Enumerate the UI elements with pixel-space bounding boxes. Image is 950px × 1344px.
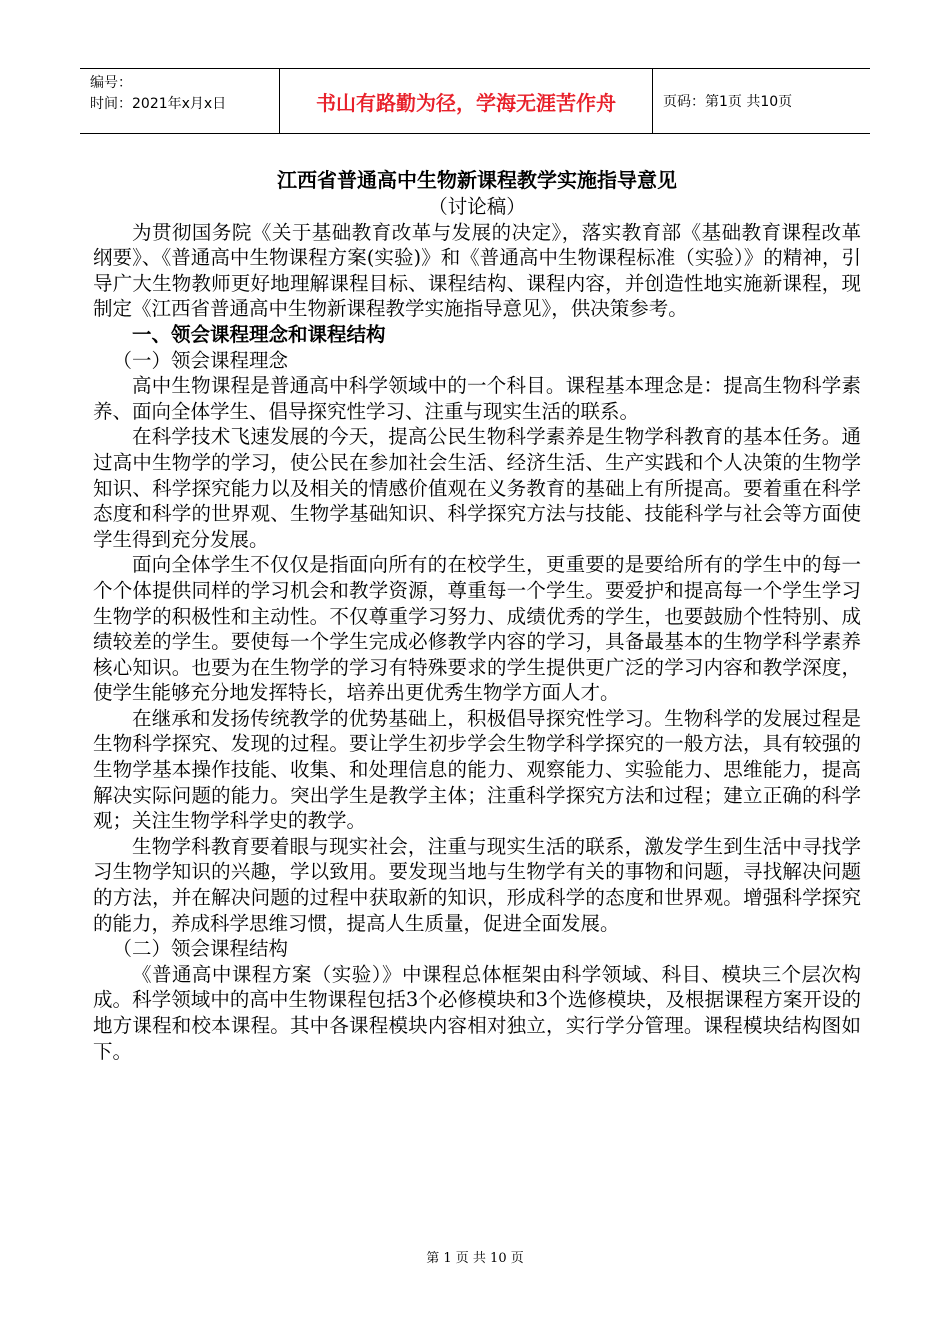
- document-body: [93, 167, 861, 1064]
- page-footer: 第 1 页 共 10 页: [426, 1251, 524, 1266]
- paragraph-5: 生物学科教育要着眼与现实社会，注重与现实生活的联系，激发学生到生活中寻找学习生物学知识的兴趣，学以致用。要发现当地与生物学有关的事物和问题，寻找解决问题的方法，并在解决问题的过程中获取新的知识，形成科学的态度和世界观。增强科学探究的能力，养成科学思维习惯，提高人生质量，促进全面发展。: [93, 834, 861, 935]
- document-number-label: 编号：: [90, 75, 132, 91]
- paragraph-1: 高中生物课程是普通高中科学领域中的一个科目。课程基本理念是：提高生物科学素养、面向全体学生、倡导探究性学习、注重与现实生活的联系。: [93, 374, 861, 423]
- paragraph-4: 在继承和发扬传统教学的优势基础上，积极倡导探究性学习。生物科学的发展过程是生物科学探究、发现的过程。要让学生初步学会生物学科学探究的一般方法，具有较强的生物学基本操作技能、收集、和处理信息的能力、观察能力、实验能力、思维能力，提高解决实际问题的能力。突出学生是教学主体；注重科学探究方法和过程；建立正确的科学观；关注生物学科学史的教学。: [93, 706, 861, 833]
- page-header: [80, 68, 870, 134]
- document-title: 江西省普通高中生物新课程教学实施指导意见: [277, 168, 677, 192]
- document-date-label: 时间：2021年x月x日: [90, 96, 227, 112]
- header-motto: 书山有路勤为径，学海无涯苦作舟: [280, 69, 653, 133]
- subsection-heading-2: （二）领会课程结构: [112, 937, 289, 961]
- paragraph-2: 在科学技术飞速发展的今天，提高公民生物科学素养是生物学科教育的基本任务。通过高中生物学的学习，使公民在参加社会生活、经济生活、生产实践和个人决策的生物学知识、科学探究能力以及相关的情感价值观在义务教育的基础上有所提高。要着重在科学态度和科学的世界观、生物学基础知识、科学探究方法与技能、技能科学与社会等方面使学生得到充分发展。: [93, 425, 861, 551]
- header-meta: [80, 69, 280, 133]
- header-page-number: 页码：第1页 共10页: [663, 94, 793, 110]
- section-heading-1: 一、领会课程理念和课程结构: [132, 322, 386, 346]
- subsection-heading-1: （一）领会课程理念: [112, 348, 289, 372]
- intro-paragraph: 为贯彻国务院《关于基础教育改革与发展的决定》，落实教育部《基础教育课程改革纲要》、《普通高中生物课程方案(实验)》和《普通高中生物课程标准（实验）》的精神，引导广大生物教师更好地理解课程目标、课程结构、课程内容，并创造性地实施新课程，现制定《江西省普通高中生物新课程教学实施指导意见》，供决策参考。: [93, 220, 861, 321]
- document-subtitle: （讨论稿）: [428, 195, 526, 218]
- paragraph-6: 《普通高中课程方案（实验）》中课程总体框架由科学领域、科目、模块三个层次构成。科学领域中的高中生物课程包括3个必修模块和3个选修模块，及根据课程方案开设的地方课程和校本课程。其中各课程模块内容相对独立，实行学分管理。课程模块结构图如下。: [93, 962, 861, 1063]
- paragraph-3: 面向全体学生不仅仅是指面向所有的在校学生，更重要的是要给所有的学生中的每一个个体提供同样的学习机会和教学资源，尊重每一个学生。要爱护和提高每一个学生学习生物学的积极性和主动性。不仅尊重学习努力、成绩优秀的学生，也要鼓励个性特别、成绩较差的学生。要使每一个学生完成必修教学内容的学习，具备最基本的生物学科学素养核心知识。也要为在生物学的学习有特殊要求的学生提供更广泛的学习内容和教学深度，使学生能够充分地发挥特长，培养出更优秀生物学方面人才。: [93, 553, 861, 705]
